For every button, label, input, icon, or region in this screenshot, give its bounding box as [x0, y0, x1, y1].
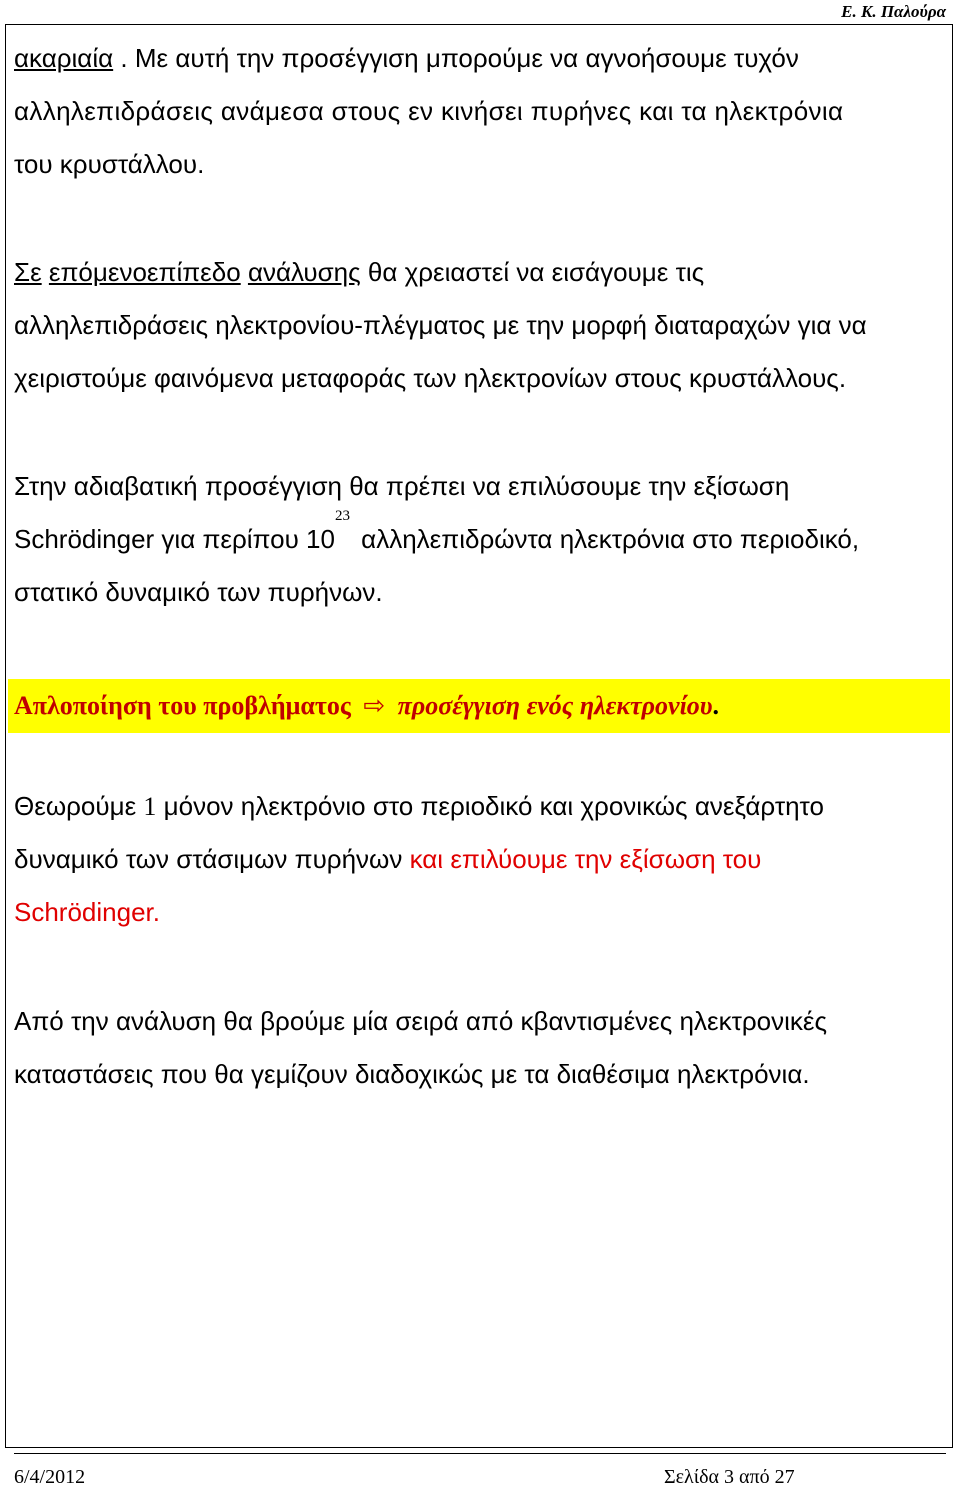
word: αυτή [175, 43, 230, 73]
word: περιοδικό [420, 791, 533, 821]
word: μία [352, 1006, 389, 1036]
word: προσέγγιση [204, 471, 342, 501]
header-author: Ε. Κ. Παλούρα [841, 2, 946, 21]
word: ανάλυση [115, 1006, 217, 1036]
word: από [465, 1006, 514, 1036]
p2-line-1 [14, 246, 946, 299]
highlight-dot: . [712, 691, 720, 720]
word: Θεωρούμε [14, 791, 137, 821]
word: την [574, 844, 613, 874]
p4-line-3: Schrödinger. [14, 897, 160, 927]
p1-line-1 [14, 32, 946, 85]
paragraph-1 [14, 32, 946, 191]
word-dot: . [120, 43, 128, 73]
word: θα [367, 257, 398, 287]
footer-page-number: Σελίδα 3 από 27 [664, 1466, 795, 1488]
word: να [516, 257, 545, 287]
paragraph-5 [14, 995, 946, 1101]
word: αδιαβατική [73, 471, 198, 501]
p3-line-3: στατικό δυναμικό των πυρήνων. [14, 577, 383, 607]
word: και [539, 791, 574, 821]
p2-line-2: αλληλεπιδράσεις ηλεκτρονίου-πλέγματος με την μορφή διαταραχών για να [14, 310, 867, 340]
paragraph-3 [14, 460, 946, 619]
p1-line-2: αλληλεπιδράσεις ανάμεσα στους εν κινήσει πυρήνες και τα ηλεκτρόνια [14, 96, 844, 126]
word: Σε [14, 257, 42, 287]
word: και [409, 844, 444, 874]
word: βρούμε [260, 1006, 346, 1036]
p3-line-1 [14, 460, 946, 513]
p3-line-2 [14, 508, 946, 566]
word: Στην [14, 471, 67, 501]
word: επιλύσουμε [508, 471, 642, 501]
footer-rule [14, 1453, 946, 1454]
word: θα [349, 471, 379, 501]
word: την [70, 1006, 109, 1036]
p1-line-3: του κρυστάλλου. [14, 149, 205, 179]
word: την [236, 43, 275, 73]
one-electron-label: προσέγγιση ενός ηλεκτρονίου [397, 691, 713, 720]
word: δυναμικό [14, 844, 119, 874]
word: σειρά [395, 1006, 459, 1036]
word: να [472, 471, 501, 501]
word: εισάγουμε [551, 257, 669, 287]
highlight-text [14, 679, 719, 733]
word: πρέπει [385, 471, 466, 501]
arrow-right-icon: ⇨ [363, 691, 386, 720]
footer-date: 6/4/2012 [14, 1466, 86, 1488]
word: ηλεκτρόνιο [240, 791, 366, 821]
p2-line-3: χειριστούμε φαινόμενα μεταφοράς των ηλεκτρονίων στους κρυστάλλους. [14, 363, 847, 393]
word: στάσιμων [176, 844, 288, 874]
word: μπορούμε [425, 43, 543, 73]
schrodinger-text: Schrödinger για περίπου 10 [14, 524, 335, 554]
word: την [648, 471, 687, 501]
p5-line-1 [14, 995, 946, 1048]
word: ανάλυσης [247, 257, 361, 287]
p5-line-2: καταστάσεις που θα γεμίζουν διαδοχικώς με τα διαθέσιμα ηλεκτρόνια. [14, 1059, 810, 1089]
word: θα [223, 1006, 253, 1036]
word: του [722, 844, 762, 874]
word: των [125, 844, 170, 874]
exponent-23: 23 [334, 508, 350, 524]
word: στο [372, 791, 414, 821]
p4-line-1 [14, 780, 946, 833]
word: χρονικώς [580, 791, 688, 821]
electrons-text: αλληλεπιδρώντα ηλεκτρόνια στο περιοδικό, [361, 524, 860, 554]
word: Από [14, 1006, 64, 1036]
word: επόμενοεπίπεδο [48, 257, 241, 287]
paragraph-4 [14, 780, 946, 939]
word: τις [675, 257, 705, 287]
word: αγνοήσουμε [585, 43, 727, 73]
word: τυχόν [733, 43, 799, 73]
word: εξίσωση [693, 471, 790, 501]
word: επιλύουμε [450, 844, 568, 874]
word-akariaia: ακαριαία [14, 43, 114, 73]
simplification-label: Απλοποίηση του προβλήματος [14, 691, 351, 720]
word: κβαντισμένες [520, 1006, 673, 1036]
word: μόνον [163, 791, 234, 821]
word: εξίσωση [619, 844, 716, 874]
word: προσέγγιση [281, 43, 419, 73]
page-frame [5, 24, 953, 1448]
word: χρειαστεί [404, 257, 510, 287]
word: πυρήνων [294, 844, 403, 874]
word: ανεξάρτητο [694, 791, 824, 821]
word: ηλεκτρονικές [679, 1006, 827, 1036]
paragraph-2 [14, 246, 946, 405]
p4-line-2 [14, 833, 946, 886]
word: να [550, 43, 579, 73]
word: 1 [143, 792, 157, 821]
word: Με [134, 43, 169, 73]
